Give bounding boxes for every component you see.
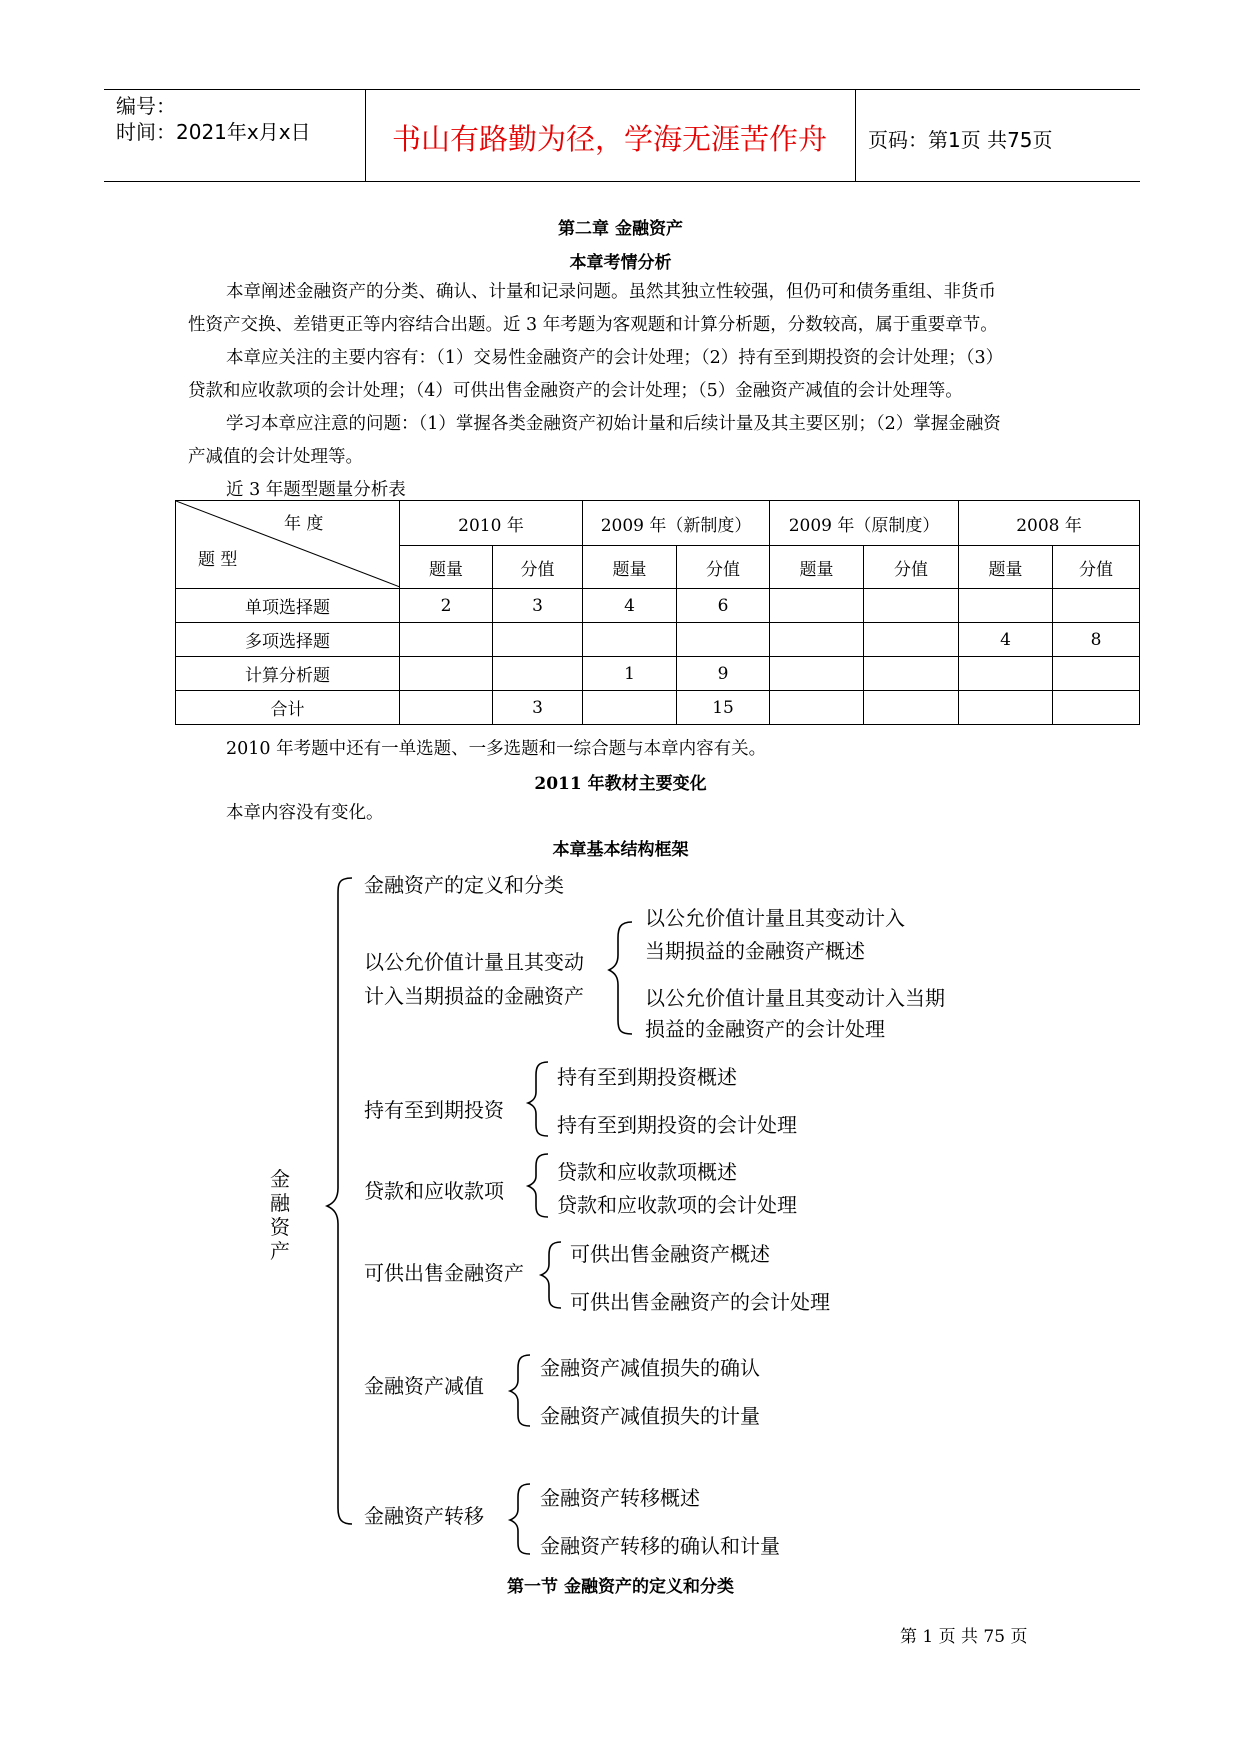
- tree-node-definition: 金融资产的定义和分类: [364, 873, 564, 897]
- tree-node-loans: 贷款和应收款项: [364, 1179, 504, 1203]
- sub-header: 题量: [400, 546, 493, 589]
- tree-leaf-transfer-overview: 金融资产转移概述: [540, 1486, 700, 1510]
- paragraph-3-line-2: 产减值的会计处理等。: [188, 447, 363, 467]
- tree-root-char: 融: [270, 1191, 290, 1215]
- n6-brace: [510, 1355, 530, 1426]
- sub-header: 分值: [864, 546, 959, 589]
- tree-node-htm: 持有至到期投资: [364, 1098, 504, 1122]
- table-cell: 3: [493, 589, 583, 623]
- tree-leaf-fvtpl-overview-line1: 以公允价值计量且其变动计入: [645, 906, 905, 930]
- tree-root-char: 产: [270, 1239, 290, 1263]
- changes-text: 本章内容没有变化。: [226, 803, 384, 823]
- changes-title: 2011 年教材主要变化: [534, 774, 707, 794]
- table-cell: 4: [959, 623, 1053, 657]
- header-motto: 书山有路勤为径，学海无涯苦作舟: [392, 122, 828, 156]
- n7-brace: [510, 1484, 530, 1554]
- year-header: 2009 年（新制度）: [583, 501, 770, 546]
- row-label: 单项选择题: [176, 589, 400, 623]
- sub-header: 分值: [1053, 546, 1140, 589]
- section-title: 第一节 金融资产的定义和分类: [507, 1577, 734, 1597]
- tree-node-fvtpl-line1: 以公允价值计量且其变动: [364, 950, 584, 974]
- tree-leaf-htm-accounting: 持有至到期投资的会计处理: [557, 1113, 797, 1137]
- year-header: 2009 年（原制度）: [770, 501, 959, 546]
- tree-leaf-impairment-recognition: 金融资产减值损失的确认: [540, 1356, 760, 1380]
- tree-leaf-fvtpl-overview-line2: 当期损益的金融资产概述: [645, 939, 865, 963]
- row-label: 多项选择题: [176, 623, 400, 657]
- paragraph-2-line-2: 贷款和应收款项的会计处理；（4）可供出售金融资产的会计处理；（5）金融资产减值的会计处理等。: [188, 381, 963, 401]
- tree-node-transfer: 金融资产转移: [364, 1504, 484, 1528]
- table-cell: 2: [400, 589, 493, 623]
- tree-leaf-afs-overview: 可供出售金融资产概述: [570, 1242, 770, 1266]
- n2-brace: [609, 922, 632, 1034]
- year-header: 2010 年: [400, 501, 583, 546]
- table-cell: 8: [1053, 623, 1140, 657]
- table-cell: 4: [583, 589, 677, 623]
- tree-root-char: 金: [270, 1167, 290, 1191]
- time-label: 时间：2021年x月x日: [116, 120, 311, 144]
- sub-header: 题量: [770, 546, 864, 589]
- paragraph-2-line-1: 本章应关注的主要内容有：（1）交易性金融资产的会计处理；（2）持有至到期投资的会计处理；（3）: [226, 348, 1004, 368]
- tree-root-char: 资: [270, 1215, 290, 1239]
- year-header: 2008 年: [959, 501, 1140, 546]
- corner-year-label: 年 度: [284, 514, 324, 534]
- paragraph-1-line-1: 本章阐述金融资产的分类、确认、计量和记录问题。虽然其独立性较强，但仍可和债务重组、非货币: [226, 282, 996, 302]
- paragraph-1-line-2: 性资产交换、差错更正等内容结合出题。近 3 年考题为客观题和计算分析题，分数较高，属于重要章节。: [188, 315, 998, 335]
- tree-leaf-transfer-recognition: 金融资产转移的确认和计量: [540, 1534, 780, 1558]
- table-cell: 1: [583, 657, 677, 691]
- row-label: 计算分析题: [176, 657, 400, 691]
- after-table-note: 2010 年考题中还有一单选题、一多选题和一综合题与本章内容有关。: [226, 739, 767, 759]
- sub-header: 题量: [959, 546, 1053, 589]
- n5-brace: [541, 1242, 561, 1308]
- tree-leaf-htm-overview: 持有至到期投资概述: [557, 1065, 737, 1089]
- page-footer: 第 1 页 共 75 页: [900, 1627, 1028, 1647]
- tree-node-afs: 可供出售金融资产: [364, 1261, 524, 1285]
- n4-brace: [528, 1154, 548, 1217]
- root-brace: [327, 878, 352, 1524]
- paragraph-3-line-1: 学习本章应注意的问题：（1）掌握各类金融资产初始计量和后续计量及其主要区别；（2）掌握金融资: [226, 414, 1001, 434]
- n3-brace: [528, 1062, 548, 1136]
- table-cell: 3: [493, 691, 583, 725]
- structure-title: 本章基本结构框架: [552, 840, 689, 860]
- sub-header: 分值: [493, 546, 583, 589]
- tree-leaf-impairment-measurement: 金融资产减值损失的计量: [540, 1404, 760, 1428]
- chapter-title: 第二章 金融资产: [558, 219, 683, 239]
- tree-leaf-afs-accounting: 可供出售金融资产的会计处理: [570, 1290, 830, 1314]
- tree-node-fvtpl-line2: 计入当期损益的金融资产: [364, 984, 584, 1008]
- tree-node-impairment: 金融资产减值: [364, 1374, 484, 1398]
- number-label: 编号：: [116, 94, 176, 118]
- table-cell: 15: [677, 691, 770, 725]
- exam-analysis-title: 本章考情分析: [569, 253, 672, 273]
- tree-leaf-fvtpl-accounting-line2: 损益的金融资产的会计处理: [645, 1017, 885, 1041]
- tree-leaf-loans-overview: 贷款和应收款项概述: [557, 1160, 737, 1184]
- sub-header: 分值: [677, 546, 770, 589]
- sub-header: 题量: [583, 546, 677, 589]
- table-caption: 近 3 年题型题量分析表: [226, 480, 406, 500]
- corner-type-label: 题 型: [198, 550, 238, 570]
- tree-leaf-loans-accounting: 贷款和应收款项的会计处理: [557, 1193, 797, 1217]
- header-page-code: 页码：第1页 共75页: [868, 128, 1053, 152]
- table-cell: 6: [677, 589, 770, 623]
- row-label: 合计: [176, 691, 400, 725]
- table-cell: 9: [677, 657, 770, 691]
- tree-leaf-fvtpl-accounting-line1: 以公允价值计量且其变动计入当期: [645, 986, 945, 1010]
